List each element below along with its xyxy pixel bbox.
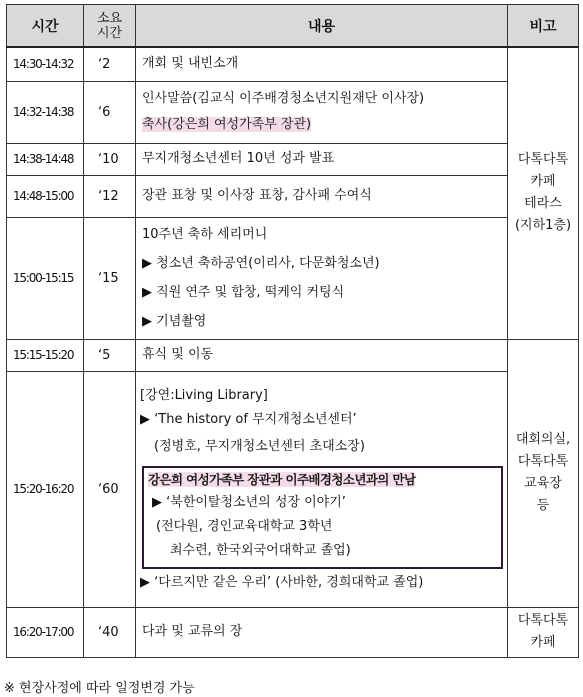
table-row (7, 607, 579, 657)
table-row (7, 175, 579, 217)
table-row (7, 143, 579, 175)
footnote: ※ 현장사정에 따라 일정변경 가능 (4, 681, 195, 696)
header-row (7, 5, 579, 48)
content-cell: 장관 표창 및 이사장 표창, 감사패 수여식 (136, 175, 508, 217)
content-cell: 무지개청소년센터 10년 성과 발표 (136, 143, 508, 175)
duration-cell: ‘60 (84, 371, 136, 607)
note-cell: 다톡다톡 카페 테라스 (지하1층) (508, 47, 579, 339)
content-cell: 휴식 및 이동 (136, 339, 508, 371)
schedule-table (6, 4, 579, 658)
content-cell: 다과 및 교류의 장 (136, 607, 508, 657)
highlight-box: 강은희 여성가족부 장관과 이주배경청소년과의 만남 ▶ ‘북한이탈청소년의 성장 이야기’ (전다원, 경인교육대학교 3학년 최수련, 한국외국어대학교 졸업) (142, 466, 503, 569)
table-row (7, 81, 579, 143)
duration-cell: ‘5 (84, 339, 136, 371)
time-cell: 14:32-14:38 (7, 81, 84, 143)
duration-cell: ‘2 (84, 47, 136, 81)
header-note: 비고 (508, 5, 579, 48)
time-cell: 16:20-17:00 (7, 607, 84, 657)
time-cell: 14:48-15:00 (7, 175, 84, 217)
highlighted-text: 축사(강은희 여성가족부 장관) (142, 117, 312, 132)
time-cell: 14:38-14:48 (7, 143, 84, 175)
duration-cell: ‘40 (84, 607, 136, 657)
highlight-box-title: 강은희 여성가족부 장관과 이주배경청소년과의 만남 (148, 471, 416, 487)
note-cell: 다톡다톡 카페 (508, 607, 579, 657)
time-cell: 15:15-15:20 (7, 339, 84, 371)
duration-cell: ‘15 (84, 217, 136, 339)
content-cell: [강연:Living Library] ▶ ‘The history of 무지개청소년센터’ (정병호, 무지개청소년센터 초대소장) 강은희 여성가족부 장관과 이주배경청소년과의 만남 ▶ ‘북한이탈청소년의 성장 이야기’ (전다원, 경인교육대학교 3학년 최수련, 한국외국어대학교 졸업) ▶ ‘다르지만 같은 우리’ (사바한, 경희대학교 졸업) (136, 371, 508, 607)
time-cell: 15:20-16:20 (7, 371, 84, 607)
table-row (7, 47, 579, 81)
header-duration: 소요 시간 (84, 5, 136, 48)
table-row (7, 339, 579, 371)
duration-cell: ‘12 (84, 175, 136, 217)
duration-cell: ‘6 (84, 81, 136, 143)
content-cell: 10주년 축하 세리머니 ▶ 청소년 축하공연(이리사, 다문화청소년) ▶ 직원 연주 및 합창, 떡케익 커팅식 ▶ 기념촬영 (136, 217, 508, 339)
table-row (7, 371, 579, 607)
header-content: 내용 (136, 5, 508, 48)
time-cell: 15:00-15:15 (7, 217, 84, 339)
header-time: 시간 (7, 5, 84, 48)
content-cell: 개회 및 내빈소개 (136, 47, 508, 81)
time-cell: 14:30-14:32 (7, 47, 84, 81)
content-cell: 인사말씀(김교식 이주배경청소년지원재단 이사장) 축사(강은희 여성가족부 장관) (136, 81, 508, 143)
duration-cell: ‘10 (84, 143, 136, 175)
table-row (7, 217, 579, 339)
note-cell: 대회의실, 다톡다톡 교육장 등 (508, 339, 579, 607)
